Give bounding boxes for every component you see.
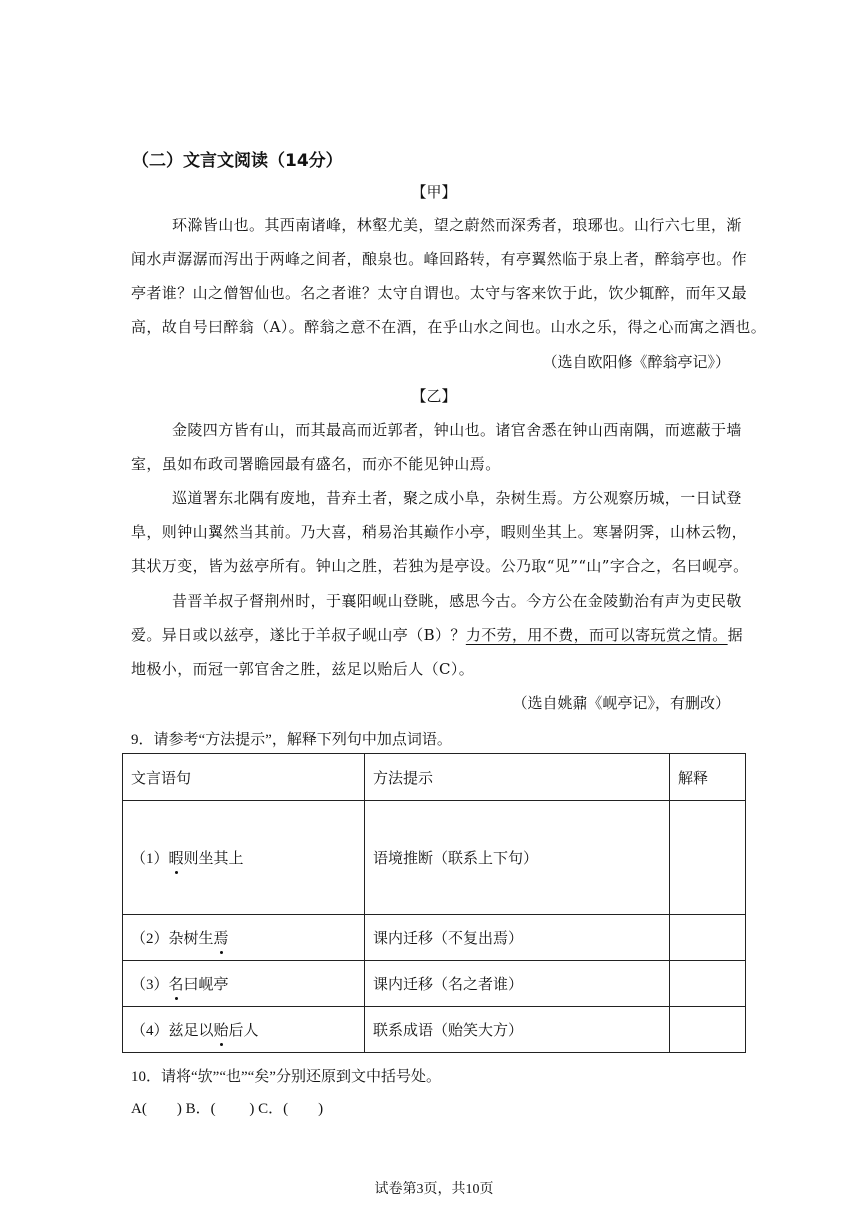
sentence-cell xyxy=(123,1007,365,1053)
question-9-prompt: 9．请参考“方法提示”，解释下列句中加点词语。 xyxy=(131,732,452,748)
section-title: （二）文言文阅读（14分） xyxy=(132,151,343,171)
dotted-word: 暇 xyxy=(169,847,184,868)
passage-b-line: 阜，则钟山翼然当其前。乃大喜，稍易治其巅作小亭，暇则坐其上。寒暑阴霁，山林云物， xyxy=(131,523,748,541)
passage-b-line: 室，虽如布政司署瞻园最有盛名，而亦不能见钟山焉。 xyxy=(131,455,501,473)
passage-a-label: 【甲】 xyxy=(411,183,457,201)
passage-b-line: 金陵四方皆有山，而其最高而近郭者，钟山也。诸官舍悉在钟山西南隅，而遮蔽于墙 xyxy=(172,421,742,439)
sentence-text: （3） xyxy=(131,977,169,993)
question-10-answer-line[interactable]: A( ) B．( ) C．( ) xyxy=(131,1101,324,1117)
passage-b-line: 其状万变，皆为兹亭所有。钟山之胜，若独为是亭设。公乃取“见”“山”字合之，名曰岘亭。 xyxy=(131,557,749,575)
passage-b-line: 地极小，而冠一郭官舍之胜，兹足以贻后人（C）。 xyxy=(131,660,475,678)
table-header-row xyxy=(123,754,746,801)
hint-cell: 联系成语（贻笑大方） xyxy=(365,1007,670,1053)
passage-b-label: 【乙】 xyxy=(411,387,457,405)
sentence-cell xyxy=(123,801,365,915)
table-row xyxy=(123,961,746,1007)
answer-cell[interactable] xyxy=(670,915,746,961)
table-row xyxy=(123,801,746,915)
dotted-word: 焉 xyxy=(214,927,229,948)
dotted-word: 贻 xyxy=(214,1019,229,1040)
question-10-prompt: 10．请将“欤”“也”“矣”分别还原到文中括号处。 xyxy=(131,1069,441,1085)
sentence-text: （2）杂树生 xyxy=(131,931,214,947)
passage-a-line: 环滁皆山也。其西南诸峰，林壑尤美，望之蔚然而深秀者，琅琊也。山行六七里，渐 xyxy=(172,216,742,234)
passage-b-text: 据 xyxy=(727,626,744,644)
sentence-text: 后人 xyxy=(228,1023,259,1039)
passage-a-source: （选自欧阳修《醉翁亭记》） xyxy=(542,353,730,371)
passage-b-line: 巡道署东北隅有废地，昔弃土者，聚之成小阜，杂树生焉。方公观察历城，一日试登 xyxy=(172,489,742,507)
passage-a-line: 亭者谁？山之僧智仙也。名之者谁？太守自谓也。太守与客来饮于此，饮少辄醉，而年又最 xyxy=(131,284,748,302)
passage-b-line-underlined xyxy=(131,624,743,645)
underlined-sentence: 力不劳，用不费，而可以寄玩赏之情。 xyxy=(465,626,728,644)
passage-a-line: 闻水声潺潺而泻出于两峰之间者，酿泉也。峰回路转，有亭翼然临于泉上者，醉翁亭也。作 xyxy=(131,250,748,268)
table-row xyxy=(123,915,746,961)
hint-cell: 课内迁移（不复出焉） xyxy=(365,915,670,961)
passage-b-line: 昔晋羊叔子督荆州时，于襄阳岘山登眺，感思今古。今方公在金陵勤治有声为吏民敬 xyxy=(172,592,742,610)
table-row xyxy=(123,1007,746,1053)
dotted-word: 名 xyxy=(169,973,184,994)
sentence-cell xyxy=(123,961,365,1007)
passage-b-text: 爱。异日或以兹亭，遂比于羊叔子岘山亭（B）？ xyxy=(131,626,466,644)
sentence-cell xyxy=(123,915,365,961)
sentence-text: （4）兹足以 xyxy=(131,1023,214,1039)
page-footer: 试卷第3页，共10页 xyxy=(374,1182,494,1197)
hint-cell: 课内迁移（名之者谁） xyxy=(365,961,670,1007)
passage-b-source: （选自姚鼐《岘亭记》，有删改） xyxy=(512,694,730,712)
hint-cell: 语境推断（联系上下句） xyxy=(365,801,670,915)
sentence-text: 曰岘亭 xyxy=(183,977,229,993)
header-method: 方法提示 xyxy=(365,754,670,801)
sentence-text: （1） xyxy=(131,851,169,867)
sentence-text: 则坐其上 xyxy=(183,851,244,867)
answer-cell[interactable] xyxy=(670,801,746,915)
answer-cell[interactable] xyxy=(670,1007,746,1053)
header-sentence: 文言语句 xyxy=(123,754,365,801)
method-table xyxy=(122,753,746,1053)
answer-cell[interactable] xyxy=(670,961,746,1007)
passage-a-line: 高，故自号曰醉翁（A）。醉翁之意不在酒，在乎山水之间也。山水之乐，得之心而寓之酒也。 xyxy=(131,318,767,336)
header-explanation: 解释 xyxy=(670,754,746,801)
